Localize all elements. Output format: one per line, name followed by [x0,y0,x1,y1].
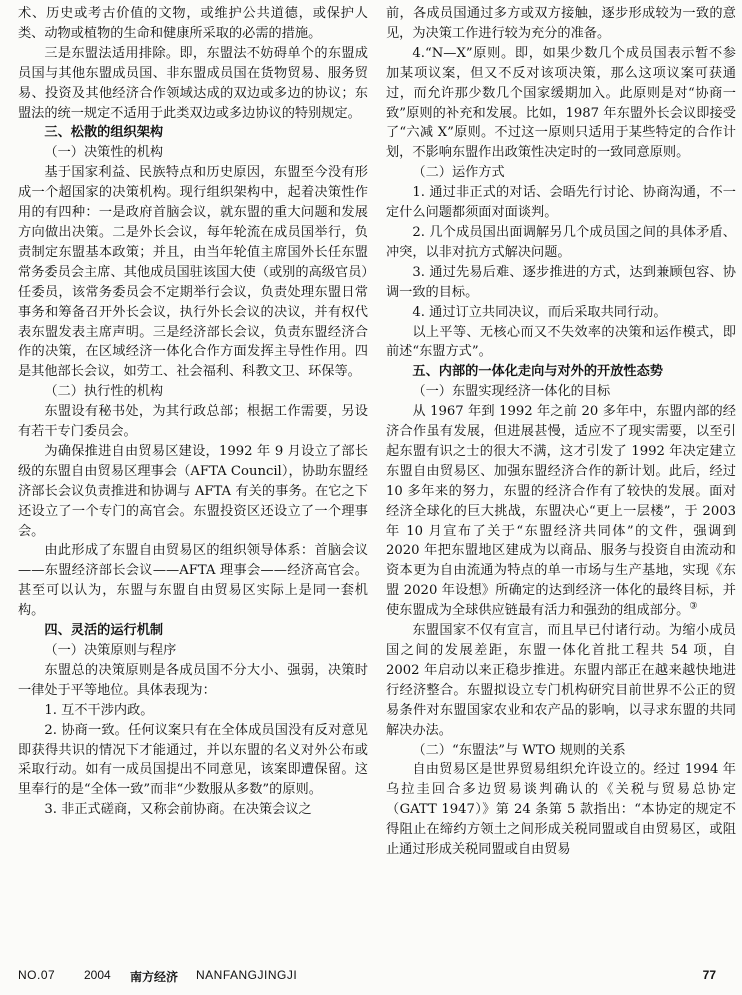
paragraph: 东盟设有秘书处，为其行政总部；根据工作需要，另设有若干专门委员会。 [18,404,368,440]
issue-year: 2004 [84,968,111,982]
list-item: 1. 互不干涉内政。 [44,702,154,718]
left-column [18,4,368,820]
paragraph: 自由贸易区是世界贸易组织允许设立的。经过 1994 年乌拉圭回合多边贸易谈判确认的《关税与贸易总协定（GATT 1947）》第 24 条第 5 款指出：“本协定的规定不得阻止在缔约方领土之间形成关税同盟或自由贸易区，或阻止通过形成关税同盟或自由贸易 [386,762,736,858]
paragraph-text: 从 1967 年到 1992 年之前 20 多年中，东盟内部的经济合作虽有发展，但进展甚慢，适应不了现实需要，以至引起东盟有识之士的很大不满，这才引发了 1992 年决定建立东盟自由贸易区、加强东盟经济合作的新计划。此后，经过 10 多年来的努力，东盟的经济合作有了较快的发展。面对经济全球化的巨大挑战，东盟决心“更上一层楼”，于 2003 年 10 月宣布了关于“东盟经济共同体”的文件，强调到 2020 年把东盟地区建成为以商品、服务与投资自由流动和资本更为自由流通为特点的单一市场与生产基地，实现《东盟 2020 年设想》所确定的达到经济一体化的最终目标，并使东盟成为全球供应链最有活力和强劲的组成部分。 [386,404,736,619]
paragraph [386,402,736,621]
footnote-marker[interactable]: ③ [689,601,698,612]
subsection-heading: （一）东盟实现经济一体化的目标 [412,384,611,400]
list-item: 2. 协商一致。任何议案只有在全体成员国没有反对意见即获得共识的情况下才能通过，并以东盟的名义对外公布或采取行动。如有一成员国提出不同意见，该案即遭保留。这里奉行的是“全体一致”而非“少数服从多数”的原则。 [18,722,368,798]
paragraph: 东盟国家不仅有宣言，而且早已付诸行动。为缩小成员国之间的发展差距，东盟一体化首批工程共 54 项，自 2002 年启动以来正稳步推进。东盟内部正在越来越快地进行经济整合。东盟拟设立专门机构研究目前世界不公正的贸易条件对东盟国家农业和农产品的影响，以寻求东盟的共同解决办法。 [386,623,736,738]
paragraph: 术、历史或考古价值的文物，或维护公共道德，或保护人类、动物或植物的生命和健康所采取的必需的措施。 [18,6,368,41]
subsection-heading: （二）执行性的机构 [44,384,164,400]
journal-name: 南方经济 [130,970,179,984]
page-number: 77 [702,968,716,982]
subsection-heading: （二）“东盟法”与 WTO 规则的关系 [412,742,626,758]
paragraph: 为确保推进自由贸易区建设，1992 年 9 月设立了部长级的东盟自由贸易区理事会（AFTA Council），协助东盟经济部长会议负责推进和协调与 AFTA 有关的事务。在它之下还设立了一个专门的高官会。东盟投资区还设立了一个理事会。 [18,443,368,539]
section-heading: 四、灵活的运行机制 [44,623,164,639]
subsection-heading: （一）决策原则与程序 [44,643,177,658]
list-item: 4. 通过订立共同决议，而后采取共同行动。 [412,304,667,320]
subsection-heading: （二）运作方式 [412,165,505,181]
paragraph: 东盟总的决策原则是各成员国不分大小、强弱，决策时一律处于平等地位。具体表现为： [18,662,368,698]
paragraph: 由此形成了东盟自由贸易区的组织领导体系：首脑会议——东盟经济部长会议——AFTA 理事会——经济高官会。甚至可以认为，东盟与东盟自由贸易区实际上是同一套机构。 [18,543,368,619]
issue-number: NO.07 [18,968,56,982]
subsection-heading: （一）决策性的机构 [44,145,164,161]
paragraph: 三是东盟法适用排除。即，东盟法不妨碍单个的东盟成员国与其他东盟成员国、非东盟成员国在货物贸易、服务贸易、投资及其他经济合作领域达成的双边或多边的协议；东盟法的统一规定不适用于此类双边或多边协议的特别规定。 [18,45,368,121]
list-item: 1. 通过非正式的对话、会晤先行讨论、协商沟通，不一定什么问题都须面对面谈判。 [386,185,736,221]
list-item: 3. 非正式磋商，又称会前协商。在决策会议之 [44,802,312,818]
section-heading: 三、松散的组织架构 [44,125,164,141]
list-item: 4.“N—X”原则。即，如果少数几个成员国表示暂不参加某项议案，但又不反对该项决策，那么这项议案可获通过，而允许那少数几个国家缓期加入。此原则是对“协商一致”原则的补充和发展。比如，1987 年东盟外长会议即接受了“六减 X”原则。不过这一原则只适用于某些特定的合作计划，不影响东盟作出政策性决定时的一致同意原则。 [386,45,736,161]
paragraph: 以上平等、无核心而又不失效率的决策和运作模式，即前述“东盟方式”。 [386,324,736,360]
page-footer [18,966,724,988]
list-item: 2. 几个成员国出面调解另几个成员国之间的具体矛盾、冲突，以非对抗方式解决问题。 [386,224,736,260]
paragraph: 前，各成员国通过多方或双方接触，逐步形成较为一致的意见，为决策工作进行较为充分的准备。 [386,6,736,41]
paragraph: 基于国家利益、民族特点和历史原因，东盟至今没有形成一个超国家的决策机构。现行组织架构中，起着决策性作用的有四种：一是政府首脑会议，就东盟的重大问题和发展方向做出决策。二是外长会议，每年轮流在成员国举行，负责制定东盟基本政策；并且，由当年轮值主席国外长任东盟常务委员会主席、其他成员国驻该国大使（或别的高级官员）任委员，该常务委员会不定期举行会议，负责处理东盟日常事务和筹备召开外长会议，执行外长会议的决议，并有权代表东盟发表主席声明。三是经济部长会议，负责东盟经济合作的决策，在区域经济一体化合作方面发挥主导性作用。四是其他部长会议，如劳工、社会福利、科教文卫、环保等。 [18,165,368,380]
list-item: 3. 通过先易后难、逐步推进的方式，达到兼顾包容、协调一致的目标。 [386,264,736,300]
journal-name-pinyin: NANFANGJINGJI [196,968,298,982]
right-column [386,4,736,860]
section-heading: 五、内部的一体化走向与对外的开放性态势 [412,364,663,380]
